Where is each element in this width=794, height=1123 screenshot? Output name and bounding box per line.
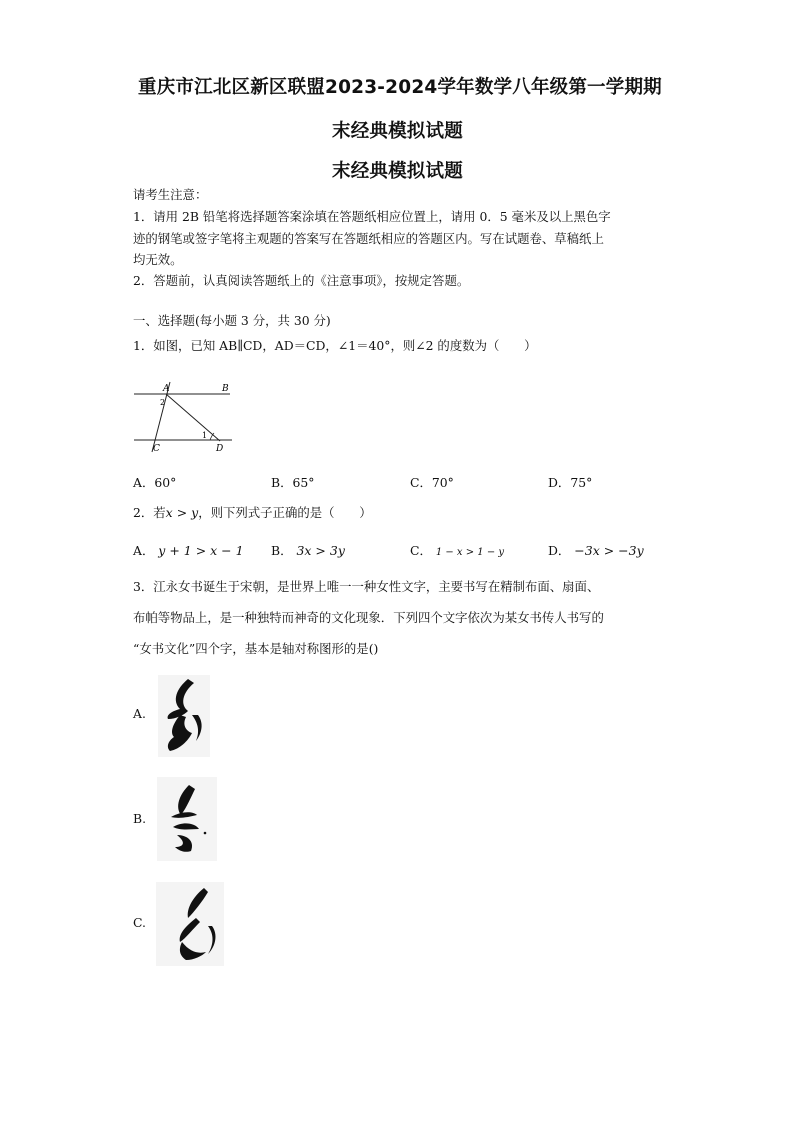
- q2-option-c[interactable]: [410, 541, 504, 559]
- page-title-line1: 重庆市江北区新区联盟2023-2024学年数学八年级第一学期期: [138, 77, 662, 98]
- page-title-line3: 末经典模拟试题: [332, 161, 463, 182]
- q2-option-a[interactable]: [133, 541, 244, 559]
- q2-stem: [133, 502, 372, 524]
- q2-option-d-math: −3x > −3y: [574, 543, 644, 558]
- label-a: A: [163, 384, 170, 394]
- label-d: D: [216, 444, 224, 454]
- notice-item1-line3: 均无效。: [133, 252, 183, 267]
- calligraphy-glyph-a: [158, 675, 210, 757]
- q1-geometry-figure: [130, 378, 240, 458]
- q3-option-c-image[interactable]: [156, 882, 224, 966]
- calligraphy-glyph-c: [156, 882, 224, 966]
- line-ad: [166, 394, 220, 441]
- q3-option-a-image[interactable]: [158, 675, 210, 757]
- q1-option-a-text: 60°: [154, 475, 177, 490]
- q2-option-d-label: D．: [548, 543, 571, 558]
- q1-option-d-label: D．: [548, 475, 571, 490]
- notice-heading: 请考生注意：: [133, 187, 208, 202]
- q3-option-b-label[interactable]: B.: [133, 811, 147, 826]
- q3-option-a-label[interactable]: A.: [133, 706, 146, 721]
- q1-stem: 1．如图，已知 AB∥CD，AD＝CD，∠1＝40°，则∠2 的度数为（ ）: [133, 338, 537, 353]
- q2-option-c-math: 1 − x > 1 − y: [435, 547, 505, 558]
- q3-stem-line3: “女书文化”四个字，基本是轴对称图形的是(): [133, 641, 379, 656]
- q1-option-b[interactable]: [271, 473, 314, 491]
- q2-stem-math: x > y: [165, 505, 199, 520]
- q3-option-c-label[interactable]: C.: [133, 915, 146, 930]
- label-angle1: 1: [202, 431, 208, 440]
- q1-option-c-text: 70°: [431, 475, 454, 490]
- q2-option-b[interactable]: [271, 541, 345, 559]
- q3-stem-line1: 3．江永女书诞生于宋朝，是世界上唯一一种女性文字，主要书写在精制布面、扇面、: [133, 579, 600, 594]
- q2-option-a-label: A．: [133, 543, 155, 558]
- q2-stem-suffix: ，则下列式子正确的是（ ）: [198, 505, 372, 520]
- q2-option-a-math: y + 1 > x − 1: [158, 543, 244, 558]
- q1-option-c-label: C．: [410, 475, 432, 490]
- page-title-line2: 末经典模拟试题: [332, 121, 463, 142]
- notice-item2: 2．答题前，认真阅读答题纸上的《注意事项》，按规定答题。: [133, 273, 470, 288]
- q3-stem-line2: 布帕等物品上，是一种独特而神奇的文化现象．下列四个文字依次为某女书传人书写的: [133, 610, 604, 625]
- q1-option-a[interactable]: [133, 473, 176, 491]
- q2-stem-prefix: 2．若: [133, 505, 166, 520]
- section-heading: 一、选择题(每小题 3 分，共 30 分): [133, 313, 331, 328]
- q1-option-a-label: A．: [133, 475, 155, 490]
- q2-option-b-label: B．: [271, 543, 293, 558]
- calligraphy-glyph-b: [157, 777, 217, 861]
- q1-option-c[interactable]: [410, 473, 454, 491]
- q3-option-b-image[interactable]: [157, 777, 217, 861]
- label-angle2: 2: [160, 398, 166, 407]
- notice-item1-line1: 1．请用 2B 铅笔将选择题答案涂填在答题纸相应位置上，请用 0．5 毫米及以上黑色字: [133, 209, 611, 224]
- q2-option-c-label: C．: [410, 543, 432, 558]
- label-c: C: [153, 444, 160, 454]
- label-b: B: [222, 384, 229, 394]
- q1-option-d-text: 75°: [570, 475, 593, 490]
- q1-option-b-text: 65°: [292, 475, 315, 490]
- q1-option-d[interactable]: [548, 473, 592, 491]
- notice-item1-line2: 迹的钢笔或签字笔将主观题的答案写在答题纸相应的答题区内。写在试题卷、草稿纸上: [133, 231, 604, 246]
- q2-option-b-math: 3x > 3y: [296, 543, 345, 558]
- q1-option-b-label: B．: [271, 475, 293, 490]
- q2-option-d[interactable]: [548, 541, 644, 559]
